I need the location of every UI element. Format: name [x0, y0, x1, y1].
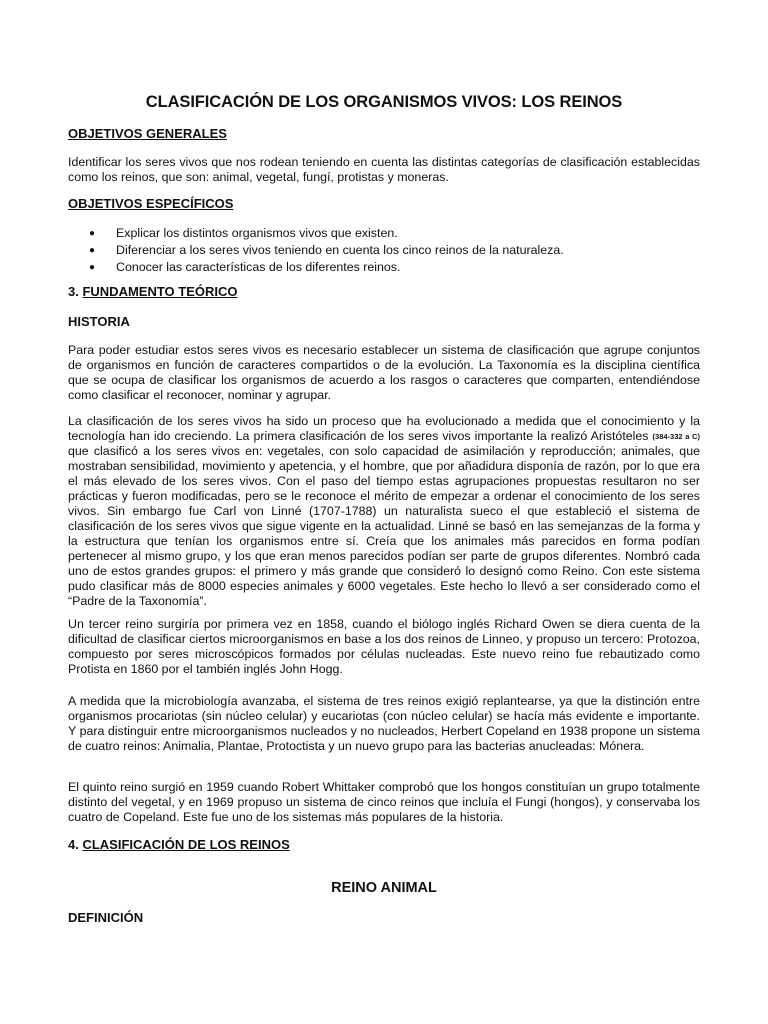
- clasificacion-heading: [68, 837, 290, 852]
- list-item: ● Explicar los distintos organismos vivos que existen.: [89, 226, 398, 240]
- objetivos-especificos-list: [68, 225, 564, 276]
- definicion-heading: DEFINICIÓN: [68, 910, 144, 925]
- fundamento-heading: [68, 284, 238, 299]
- objetivos-especificos-heading: OBJETIVOS ESPECÍFICOS: [68, 196, 234, 211]
- section-number: 3.: [68, 284, 79, 299]
- reino-animal-heading: REINO ANIMAL: [331, 880, 437, 896]
- document-title: CLASIFICACIÓN DE LOS ORGANISMOS VIVOS: LOS REINOS: [145, 93, 623, 111]
- bullet-icon: ●: [89, 245, 96, 256]
- objetivos-generales-heading: OBJETIVOS GENERALES: [68, 126, 227, 141]
- historia-paragraph-2: La clasificación de los seres vivos ha sido un proceso que ha evolucionado a medida que el conocimiento y la tecnología han ido creciendo. La primera clasificación de los seres vivos importante la realizó Aristóteles (384-332 a C) que clasificó a los seres vivos en: vegetales, con solo capacidad de asimilación y reproducción; animales, que mostraban sensibilidad, movimiento y apetencia, y el hombre, que por añadidura disponía de razón, por lo que era el más elevado de los seres vivos. Con el paso del tiempo estas agrupaciones propuestas resultaron no ser prácticas y fueron modificadas, pero se le reconoce el mérito de empezar a ordenar el conocimiento de los seres vivos. Sin embargo fue Carl von Linné (1707-1788) un naturalista sueco el que estableció el sistema de clasificación de los seres vivos que sigue vigente en la actualidad. Linné se basó en las semejanzas de la forma y la estructura que tenían los organismos entre sí. Creía que los animales más parecidos en forma podían pertenecer al mismo grupo, y los que eran menos parecidos podían ser parte de grupos diferentes. Nombró cada uno de estos grandes grupos: el primero y más grande que consideró lo designó como Reino. Con este sistema pudo clasificar más de 8000 especies animales y 6000 vegetales. Este hecho lo llevó a ser considerado como el “Padre de la Taxonomía”.: [68, 414, 700, 608]
- section-title: CLASIFICACIÓN DE LOS REINOS: [82, 837, 290, 852]
- bullet-icon: ●: [89, 262, 96, 273]
- historia-paragraph-4: A medida que la microbiología avanzaba, el sistema de tres reinos exigió replantearse, ya que la distinción entre organismos procariotas (sin núcleo celular) y eucariotas (con núcleo celular) se hacía más evidente e importante. Y para distinguir entre microorganismos nucleados y no nucleados, Herbert Copeland en 1938 propone un sistema de cuatro reinos: Animalia, Plantae, Protoctista y un nuevo grupo para las bacterias anucleadas: Mónera.: [68, 694, 700, 753]
- objetivos-generales-text: Identificar los seres vivos que nos rodean teniendo en cuenta las distintas categorías de clasificación establecidas como los reinos, que son: animal, vegetal, fungí, protistas y moneras.: [68, 155, 700, 184]
- list-item: ● Diferenciar a los seres vivos teniendo en cuenta los cinco reinos de la naturaleza.: [89, 243, 564, 257]
- section-number: 4.: [68, 837, 79, 852]
- historia-heading: HISTORIA: [68, 314, 130, 329]
- list-item: ● Conocer las características de los diferentes reinos.: [89, 260, 401, 274]
- date-note: (384-332 a C): [652, 432, 700, 441]
- historia-paragraph-1: Para poder estudiar estos seres vivos es necesario establecer un sistema de clasificación que agrupe conjuntos de organismos en función de caracteres compartidos o de la evolución. La Taxonomía es la disciplina científica que se ocupa de clasificar los organismos de acuerdo a los rasgos o caracteres que comparten, entendiéndose como clasificar el reconocer, nominar y agrupar.: [68, 343, 700, 402]
- historia-paragraph-3: Un tercer reino surgiría por primera vez en 1858, cuando el biólogo inglés Richard Owen se diera cuenta de la dificultad de clasificar ciertos microorganismos en base a los dos reinos de Linneo, y propuso un tercero: Protozoa, compuesto por seres microscópicos formados por células nucleadas. Este nuevo reino fue rebautizado como Protista en 1860 por el también inglés John Hogg.: [68, 617, 700, 676]
- historia-paragraph-5: El quinto reino surgió en 1959 cuando Robert Whittaker comprobó que los hongos constituían un grupo totalmente distinto del vegetal, y en 1969 propuso un sistema de cinco reinos que incluía el Fungi (hongos), y conservaba los cuatro de Copeland. Este fue uno de los sistemas más populares de la historia.: [68, 780, 700, 824]
- section-title: FUNDAMENTO TEÓRICO: [82, 284, 238, 299]
- bullet-icon: ●: [89, 228, 96, 239]
